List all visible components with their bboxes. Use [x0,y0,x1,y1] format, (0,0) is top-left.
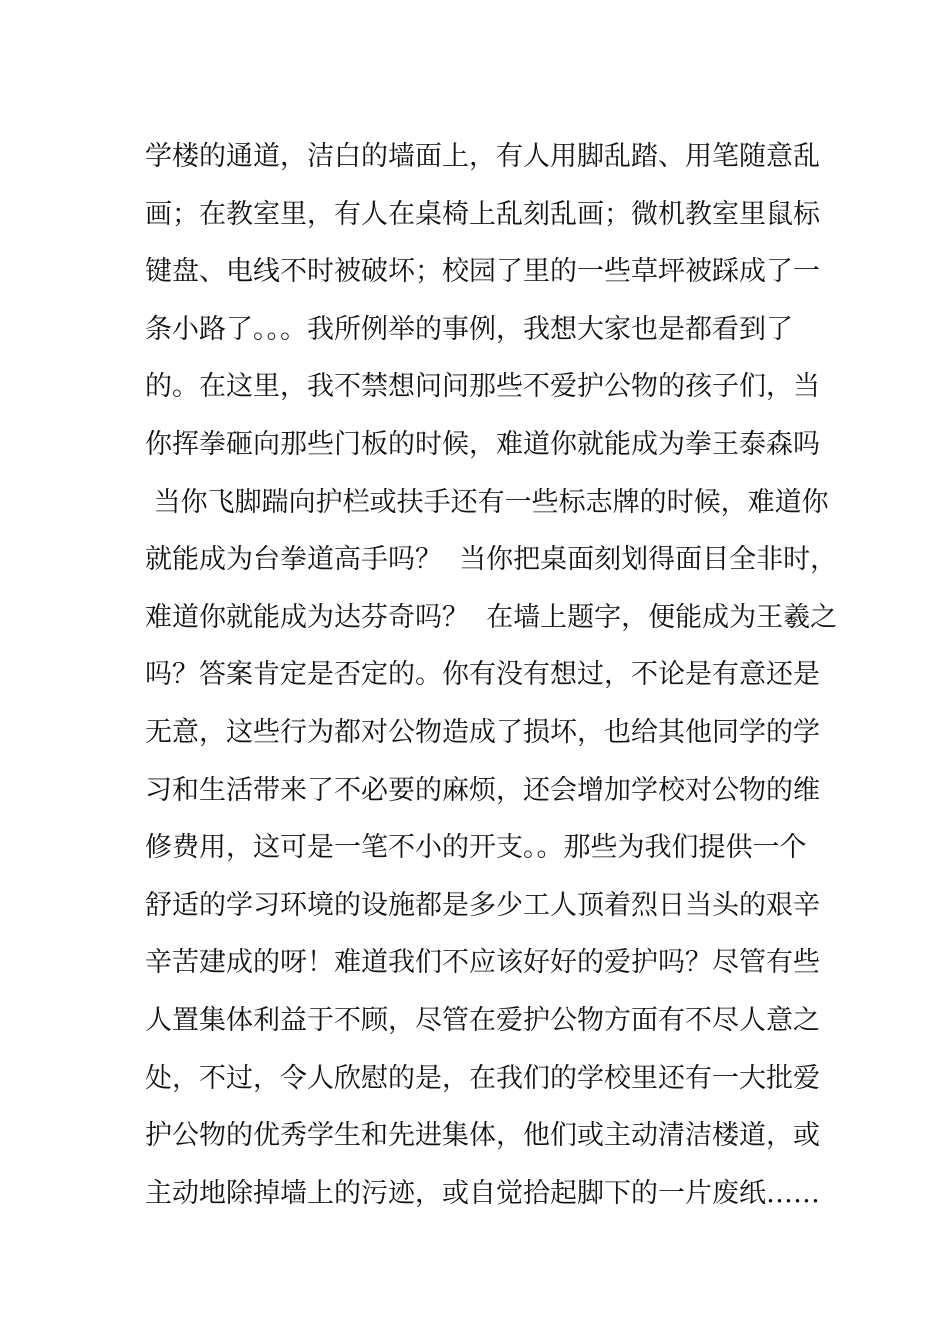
text-line: 你挥拳砸向那些门板的时候，难道你就能成为拳王泰森吗 [145,428,820,460]
text-line: 无意，这些行为都对公物造成了损坏，也给其他同学的学 [145,716,820,748]
text-line: 学楼的通道，洁白的墙面上，有人用脚乱踏、用笔随意乱 [145,141,820,172]
text-line: 人置集体利益于不顾，尽管在爱护公物方面有不尽人意之 [145,1004,820,1036]
text-line: 习和生活带来了不必要的麻烦，还会增加学校对公物的维 [145,774,820,806]
text-line: 条小路了。。。我所例举的事例，我想大家也是都看到了 [145,313,793,345]
text-line: 的。在这里，我不禁想问问那些不爱护公物的孩子们，当 [145,371,820,403]
body-text [145,128,838,1222]
text-line: 处，不过，令人欣慰的是，在我们的学校里还有一大批爱 [145,1062,820,1094]
text-line: 吗？答案肯定是否定的。你有没有想过，不论是有意还是 [145,659,820,691]
text-line: 当你飞脚踹向护栏或扶手还有一些标志牌的时候，难道你 [145,486,829,518]
text-line: 护公物的优秀学生和先进集体，他们或主动清洁楼道，或 [145,1120,820,1152]
text-line: 主动地除掉墙上的污迹，或自觉拾起脚下的一片废纸…… [145,1177,820,1209]
text-line: 键盘、电线不时被破坏；校园了里的一些草坪被踩成了一 [145,256,820,288]
text-line: 就能成为台拳道高手吗？ 当你把桌面刻划得面目全非时， [145,544,838,576]
text-line: 修费用，这可是一笔不小的开支。。那些为我们提供一个 [145,832,807,864]
text-line: 画；在教室里，有人在桌椅上乱刻乱画；微机教室里鼠标 [145,198,820,230]
text-line: 舒适的学习环境的设施都是多少工人顶着烈日当头的艰辛 [145,889,820,921]
text-line: 难道你就能成为达芬奇吗？ 在墙上题字，便能成为王羲之 [145,601,838,633]
text-line: 辛苦建成的呀！难道我们不应该好好的爱护吗？尽管有些 [145,947,820,979]
